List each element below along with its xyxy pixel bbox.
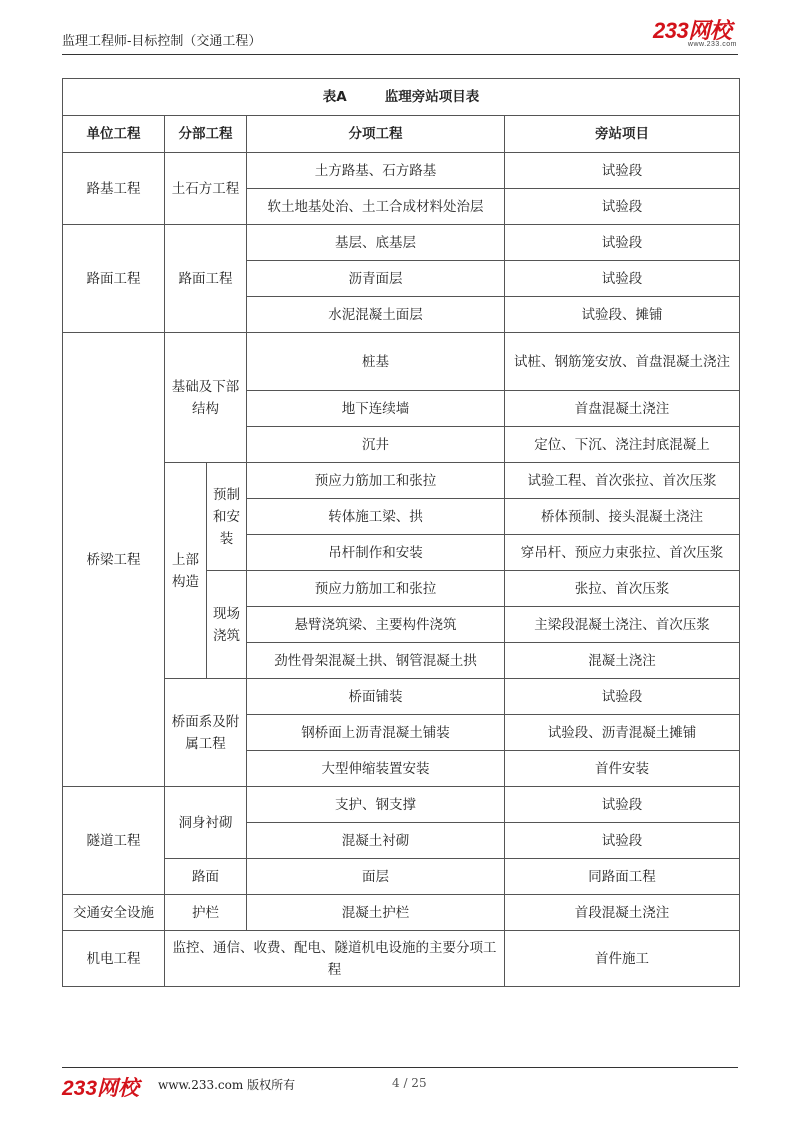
check-cell: 试验段 [505,225,740,261]
item-cell: 大型伸缩装置安装 [247,751,505,787]
table-row [63,333,740,391]
check-cell: 试验段、沥青混凝土摊铺 [505,715,740,751]
division-cell: 监控、通信、收费、配电、隧道机电设施的主要分项工程 [165,931,505,987]
table-row [63,153,740,189]
header-division: 分部工程 [165,116,247,153]
check-cell: 同路面工程 [505,859,740,895]
footer-copyright: www.233.com 版权所有 [158,1078,296,1092]
check-cell: 穿吊杆、预应力束张拉、首次压浆 [505,535,740,571]
table-row [63,679,740,715]
check-cell: 混凝土浇注 [505,643,740,679]
table-caption [63,79,740,116]
check-cell: 张拉、首次压浆 [505,571,740,607]
table-row [63,895,740,931]
table-row [63,931,740,987]
item-cell: 转体施工梁、拱 [247,499,505,535]
item-cell: 吊杆制作和安装 [247,535,505,571]
item-cell: 软土地基处治、土工合成材料处治层 [247,189,505,225]
item-cell: 预应力筋加工和张拉 [247,463,505,499]
header-check: 旁站项目 [505,116,740,153]
check-cell: 试验段 [505,823,740,859]
table-row [63,787,740,823]
item-cell: 桥面铺装 [247,679,505,715]
item-cell: 桩基 [247,333,505,391]
unit-cell: 桥梁工程 [63,333,165,787]
division-cell: 桥面系及附属工程 [165,679,247,787]
check-cell: 试验段 [505,153,740,189]
page-number: 4 / 25 [392,1076,427,1090]
table-row [63,225,740,261]
division-cell: 土石方工程 [165,153,247,225]
unit-cell: 机电工程 [63,931,165,987]
check-cell: 试验段 [505,679,740,715]
check-cell: 试验段 [505,189,740,225]
unit-cell: 路面工程 [63,225,165,333]
subdivision-cell: 预制和安装 [207,463,247,571]
check-cell: 试验段 [505,261,740,297]
check-cell: 试验工程、首次张拉、首次压浆 [505,463,740,499]
unit-cell: 路基工程 [63,153,165,225]
check-cell: 首盘混凝土浇注 [505,391,740,427]
item-cell: 支护、钢支撑 [247,787,505,823]
check-cell: 首段混凝土浇注 [505,895,740,931]
item-cell: 面层 [247,859,505,895]
footer-divider [62,1067,738,1068]
check-cell: 试验段 [505,787,740,823]
item-cell: 悬臂浇筑梁、主要构件浇筑 [247,607,505,643]
check-cell: 试验段、摊铺 [505,297,740,333]
item-cell: 混凝土护栏 [247,895,505,931]
division-cell: 基础及下部结构 [165,333,247,463]
footer-logo: 233网校 [62,1077,140,1100]
item-cell: 沥青面层 [247,261,505,297]
item-cell: 基层、底基层 [247,225,505,261]
table-row [63,463,740,499]
item-cell: 预应力筋加工和张拉 [247,571,505,607]
brand-logo [653,20,737,48]
division-cell: 上部构造 [165,463,207,679]
unit-cell: 交通安全设施 [63,895,165,931]
item-cell: 地下连续墙 [247,391,505,427]
check-cell: 首件安装 [505,751,740,787]
check-cell: 试桩、钢筋笼安放、首盘混凝土浇注 [505,333,740,391]
logo-text: 233网校 [653,18,732,43]
check-cell: 主梁段混凝土浇注、首次压浆 [505,607,740,643]
subdivision-cell: 现场浇筑 [207,571,247,679]
header-divider [62,54,738,55]
table-title: 监理旁站项目表 [384,89,480,105]
check-cell: 首件施工 [505,931,740,987]
item-cell: 混凝土衬砌 [247,823,505,859]
logo-url: www.233.com [687,41,737,48]
table-row [63,859,740,895]
item-cell: 劲性骨架混凝土拱、钢管混凝土拱 [247,643,505,679]
item-cell: 水泥混凝土面层 [247,297,505,333]
item-cell: 钢桥面上沥青混凝土铺装 [247,715,505,751]
item-cell: 沉井 [247,427,505,463]
check-cell: 定位、下沉、浇注封底混凝上 [505,427,740,463]
header-item: 分项工程 [247,116,505,153]
item-cell: 土方路基、石方路基 [247,153,505,189]
unit-cell: 隧道工程 [63,787,165,895]
division-cell: 路面 [165,859,247,895]
document-header-title: 监理工程师-目标控制（交通工程） [62,34,262,49]
header-unit: 单位工程 [63,116,165,153]
division-cell: 路面工程 [165,225,247,333]
table-number: 表A [322,89,347,105]
division-cell: 护栏 [165,895,247,931]
check-cell: 桥体预制、接头混凝土浇注 [505,499,740,535]
supervision-table [62,78,740,987]
division-cell: 洞身衬砌 [165,787,247,859]
table-header-row [63,116,740,153]
